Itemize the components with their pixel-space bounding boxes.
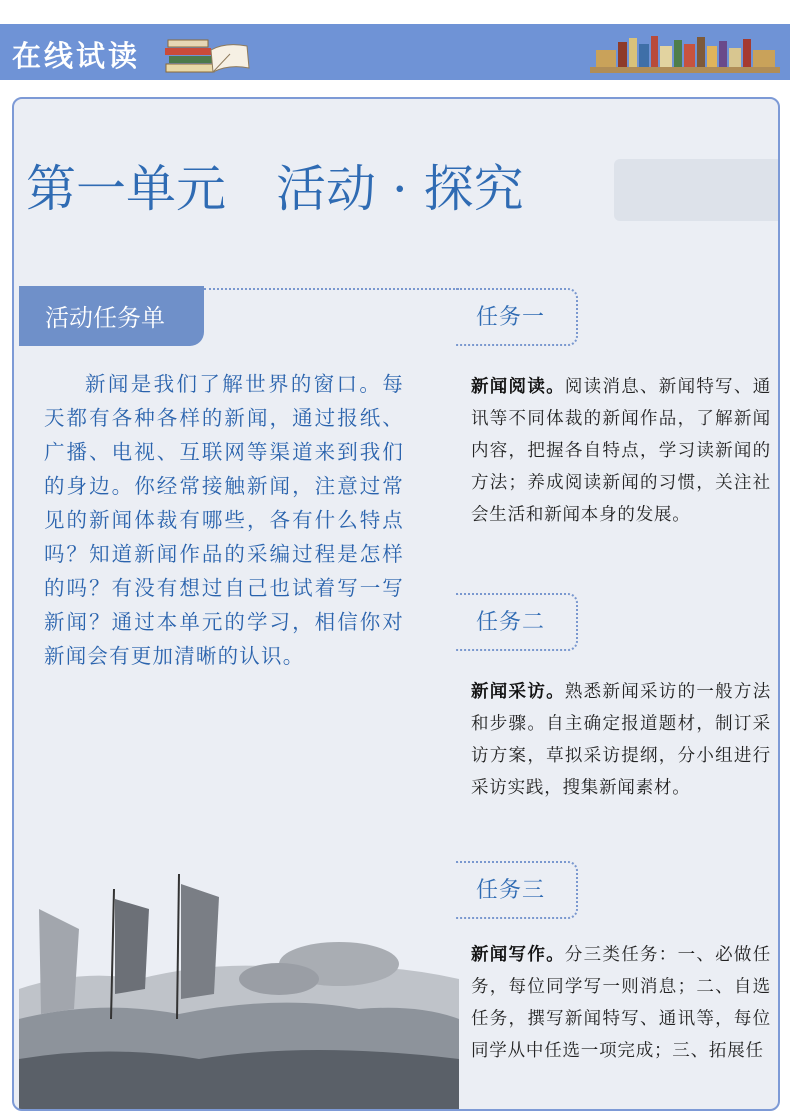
task-two-label: 任务二	[476, 610, 546, 635]
book-page	[12, 97, 780, 1111]
task-three-header	[456, 861, 578, 919]
task-three-label: 任务三	[476, 878, 546, 903]
task-two-lead: 新闻采访。	[471, 682, 565, 702]
intro-paragraph: 新闻是我们了解世界的窗口。每天都有各种各样的新闻，通过报纸、广播、电视、互联网等渠道来到我们的身边。你经常接触新闻，注意过常见的新闻体裁有哪些，各有什么特点吗？知道新闻作品的采编过程是怎样的吗？有没有想过自己也试着写一写新闻？通过本单元的学习，相信你对新闻会有更加清晰的认识。	[44, 372, 404, 668]
task-two-text	[471, 676, 771, 804]
task-one-lead: 新闻阅读。	[471, 377, 565, 397]
task-two-body: 熟悉新闻采访的一般方法和步骤。自主确定报道题材，制订采访方案，草拟采访提纲，分小组进行采访实践，搜集新闻素材。	[471, 682, 771, 798]
bleed-through-box	[614, 159, 780, 221]
task-three-lead: 新闻写作。	[471, 945, 565, 965]
bookshelf-icon	[590, 32, 780, 74]
task-one-label: 任务一	[476, 305, 546, 330]
banner-title: 在线试读	[12, 39, 141, 73]
activity-tag-label: 活动任务单	[45, 304, 165, 332]
task-one-header	[456, 288, 578, 346]
task-three-body: 分三类任务：一、必做任务，每位同学写一则消息；二、自选任务，撰写新闻特写、通讯等，每位同学从中任选一项完成；三、拓展任	[471, 945, 771, 1061]
task-three-text	[471, 939, 771, 1067]
task-one-text	[471, 371, 771, 531]
task-one-body: 阅读消息、新闻特写、通讯等不同体裁的新闻作品，了解新闻内容，把握各自特点，学习读新闻的方法；养成阅读新闻的习惯，关注社会生活和新闻本身的发展。	[471, 377, 771, 525]
activity-tag	[19, 286, 204, 346]
book-stack-icon	[163, 34, 253, 74]
dotted-divider	[204, 288, 459, 290]
unit-title: 第一单元 活动 · 探究	[26, 160, 524, 218]
river-boats-illustration	[19, 869, 459, 1109]
task-two-header	[456, 593, 578, 651]
header-banner	[0, 24, 790, 80]
